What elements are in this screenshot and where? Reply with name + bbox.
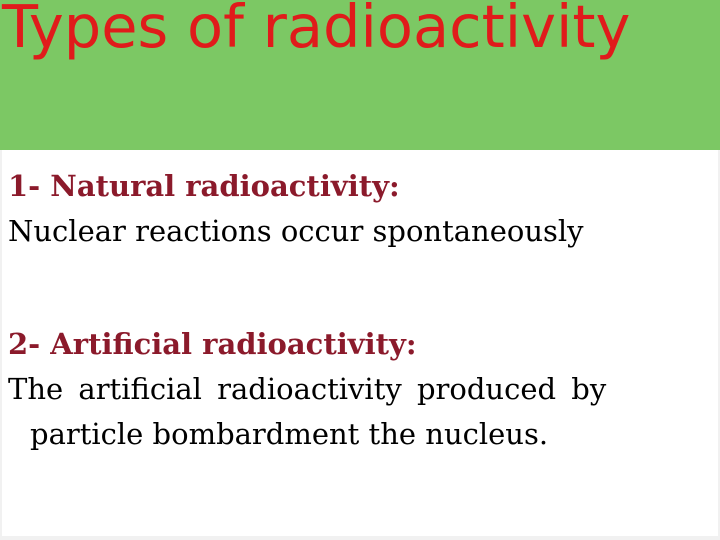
section-natural-radioactivity	[8, 164, 708, 254]
section-heading: 2- Artificial radioactivity:	[8, 327, 417, 361]
slide-title: Types of radioactivity	[2, 0, 631, 61]
section-text: The artificial radioactivity produced by	[8, 372, 607, 406]
section-artificial-radioactivity	[8, 322, 708, 457]
section-heading: 1- Natural radioactivity:	[8, 169, 400, 203]
title-band	[0, 0, 720, 150]
section-text-continued: particle bombardment the nucleus.	[30, 417, 549, 451]
section-text: Nuclear reactions occur spontaneously	[8, 214, 584, 248]
